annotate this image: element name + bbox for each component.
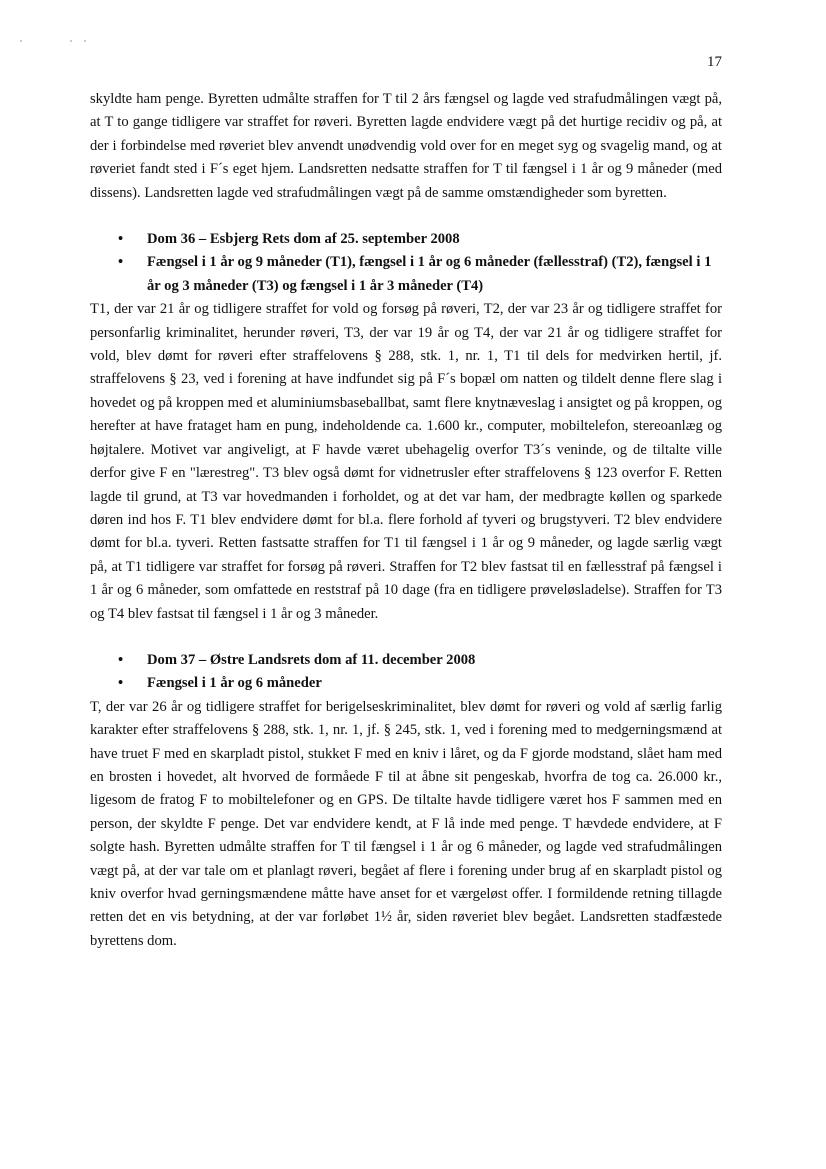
case-title: Dom 36 – Esbjerg Rets dom af 25. september 2008 bbox=[147, 231, 460, 248]
case-heading-list bbox=[90, 649, 722, 696]
case-heading bbox=[90, 228, 722, 251]
section-gap bbox=[90, 205, 722, 228]
case-heading-list bbox=[90, 228, 722, 298]
case-37 bbox=[90, 649, 722, 953]
case-sentence-text: Fængsel i 1 år og 6 måneder bbox=[147, 675, 322, 692]
bullet-icon: • bbox=[118, 651, 124, 668]
document-body bbox=[90, 88, 722, 953]
case-body: T, der var 26 år og tidligere straffet for berigelseskriminalitet, blev dømt for røveri og vold af særlig farlig karakter efter straffelovens § 288, stk. 1, nr. 1, jf. § 245, stk. 1, ved i forening med to medgerningsmænd at have truet F med en skarpladt pistol, stukket F med en kniv i låret, og da F gjorde modstand, slået ham med en brosten i hovedet, alt hvorved de formåede F til at åbne sit pengeskab, hvorfra de tog ca. 26.000 kr., ligesom de fratog F to mobiltelefoner og en GPS. De tiltalte havde tidligere været hos F sammen med en person, der skyldte F penge. Det var endvidere kendt, at F lå inde med penge. T hævdede endvidere, at F solgte hash. Byretten udmålte straffen for T til fængsel i 1 år og 6 måneder, og lagde ved strafudmålingen vægt på, at der var tale om et planlagt røveri, begået af flere i forening under brug af en skarpladt pistol og kniv overfor hvad gerningsmændene måtte have anset for et værgeløst offer. I formildende retning tillagde retten det en vis betydning, at der var forløbet 1½ år, siden røveriet blev begået. Landsretten stadfæstede byrettens dom. bbox=[90, 698, 722, 949]
case-sentence bbox=[90, 251, 722, 298]
case-sentence bbox=[90, 672, 722, 695]
case-heading bbox=[90, 649, 722, 672]
intro-paragraph: skyldte ham penge. Byretten udmålte straffen for T til 2 års fængsel og lagde ved strafudmålingen vægt på, at T to gange tidligere var straffet for røveri. Byretten lagde endvidere vægt på det hurtige recidiv og på, at der i forbindelse med røveriet blev anvendt unødvendig vold over for en meget syg og svagelig mand, og at røveriet fandt sted i F´s eget hjem. Landsretten nedsatte straffen for T til fængsel i 1 år og 9 måneder (med dissens). Landsretten lagde ved strafudmålingen vægt på de samme omstændigheder som byretten. bbox=[90, 91, 722, 201]
case-36 bbox=[90, 228, 722, 626]
scan-speck bbox=[84, 40, 86, 42]
scan-speck bbox=[20, 40, 22, 42]
case-sentence-text: Fængsel i 1 år og 9 måneder (T1), fængsel i 1 år og 6 måneder (fællesstraf) (T2), fængsel i 1 år og 3 måneder (T3) og fængsel i 1 år 3 måneder (T4) bbox=[147, 254, 712, 294]
case-title: Dom 37 – Østre Landsrets dom af 11. december 2008 bbox=[147, 651, 476, 668]
section-gap bbox=[90, 626, 722, 649]
page-number: 17 bbox=[707, 54, 722, 70]
bullet-icon: • bbox=[118, 254, 124, 271]
bullet-icon: • bbox=[118, 231, 124, 248]
case-body: T1, der var 21 år og tidligere straffet for vold og forsøg på røveri, T2, der var 23 år og tidligere straffet for personfarlig kriminalitet, herunder røveri, T3, der var 19 år og T4, der var 21 år og tidligere straffet for vold, blev dømt for røveri efter straffelovens § 288, stk. 1, nr. 1, T1 til dels for medvirken hertil, jf. straffelovens § 23, ved i forening at have indfundet sig på F´s bopæl om natten og tildelt denne flere slag i hovedet og på kroppen med et aluminiumsbaseballbat, samt flere knytnæveslag i ansigtet og på kroppen, og herefter at have frataget ham en pung, indeholdende ca. 1.600 kr., computer, mobiltelefon, stereoanlæg og højtalere. Motivet var angiveligt, at F havde været ubehagelig overfor T3´s veninde, og de tiltalte ville derfor give F en "lærestreg". T3 blev også dømt for vidnetrusler efter straffelovens § 123 overfor F. Retten lagde til grund, at T3 var hovedmanden i forholdet, og at det var ham, der medbragte køllen og sparkede døren ind hos F. T1 blev endvidere dømt for bl.a. flere forhold af tyveri og brugstyveri. T2 blev endvidere dømt for bl.a. tyveri. Retten fastsatte straffen for T1 til fængsel i 1 år og 9 måneder, og lagde særlig vægt på, at T1 tidligere var straffet for forsøg på røveri. Straffen for T2 blev fastsat til en fællesstraf på fængsel i 1 år og 6 måneder, som omfattede en reststraf på 10 dage (fra en tidligere prøveløsladelse). Straffen for T3 og T4 blev fastsat til fængsel i 1 år og 3 måneder. bbox=[90, 301, 722, 622]
scan-speck bbox=[70, 40, 72, 42]
bullet-icon: • bbox=[118, 675, 124, 692]
